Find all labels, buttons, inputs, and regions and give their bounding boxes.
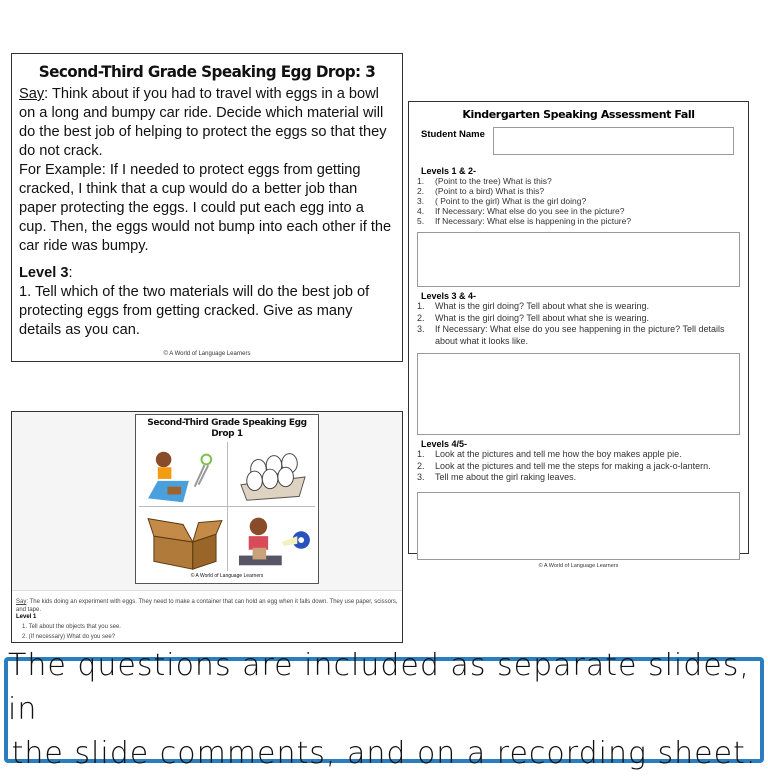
slide-canvas[interactable] bbox=[135, 414, 319, 584]
question-text: If Necessary: What else do you see happening in the picture? Tell details about what it looks like. bbox=[435, 324, 725, 346]
question-number: 3. bbox=[417, 196, 425, 206]
section-heading: Levels 4/5- bbox=[421, 439, 468, 449]
question-text: Look at the pictures and tell me how the boy makes apple pie. bbox=[435, 449, 682, 459]
say-paragraph: Say: Think about if you had to travel with eggs in a bowl on a long and bumpy car ride. Decide which material will do the best job of helping to protect the eggs so that they do not crack. bbox=[19, 86, 387, 159]
question-item bbox=[417, 449, 740, 461]
question-number: 2. bbox=[417, 460, 425, 471]
question-text: If Necessary: What else do you see in the picture? bbox=[435, 206, 625, 216]
question-number: 1. bbox=[417, 301, 425, 311]
question-number: 2. bbox=[417, 186, 425, 196]
question-item bbox=[417, 216, 740, 226]
copyright: © A World of Language Learners bbox=[538, 562, 619, 569]
answer-box[interactable] bbox=[417, 492, 740, 560]
slide-egg-drop-3 bbox=[11, 53, 403, 362]
question-number: 4. bbox=[417, 206, 425, 216]
question-list bbox=[417, 449, 740, 484]
question-number: 3. bbox=[417, 472, 425, 482]
question-list bbox=[417, 301, 740, 347]
question-list bbox=[417, 176, 740, 226]
level-heading: Level 3: bbox=[19, 265, 73, 281]
notes-say: Say: The kids doing an experiment with eggs. They need to make a container that can hold an egg when it falls down. They use paper, scissors, and tape. bbox=[16, 599, 398, 613]
question-text: (Point to a bird) What is this? bbox=[435, 186, 545, 196]
level-question: 1. Tell which of the two materials will do the best job of protecting eggs from getting cracked. Give as many details as you can. bbox=[19, 284, 370, 338]
question-text: What is the girl doing? Tell about what she is wearing. bbox=[435, 312, 649, 323]
caption-line: The questions are included as separate slides, in bbox=[8, 648, 750, 727]
question-text: Tell me about the girl raking leaves. bbox=[435, 472, 577, 482]
student-name-field[interactable] bbox=[493, 127, 734, 155]
question-item bbox=[417, 206, 740, 216]
answer-box[interactable] bbox=[417, 353, 740, 435]
section-heading: Levels 1 & 2- bbox=[421, 166, 477, 176]
student-name-row bbox=[421, 127, 740, 155]
question-item bbox=[417, 196, 740, 206]
question-text: If Necessary: What else is happening in the picture? bbox=[435, 216, 632, 226]
question-number: 5. bbox=[417, 216, 425, 226]
notes-item: 2. (If necessary) What do you see? bbox=[22, 633, 116, 640]
student-name-label: Student Name bbox=[421, 129, 485, 140]
question-item bbox=[417, 324, 740, 347]
question-number: 3. bbox=[417, 324, 425, 334]
notes-list bbox=[22, 622, 398, 642]
section-heading: Levels 3 & 4- bbox=[421, 291, 477, 301]
question-number: 1. bbox=[417, 176, 425, 186]
recording-sheet bbox=[408, 101, 749, 569]
question-item bbox=[417, 301, 740, 313]
question-text: ( Point to the girl) What is the girl doing? bbox=[435, 196, 587, 206]
girl-with-tape-image bbox=[228, 507, 316, 571]
notes-level: Level 1 bbox=[16, 614, 37, 620]
question-text: (Point to the tree) What is this? bbox=[435, 176, 552, 186]
question-item bbox=[417, 461, 740, 473]
question-number: 2. bbox=[417, 312, 425, 323]
notes-item: 1. Tell about the objects that you see. bbox=[22, 623, 121, 630]
sheet-title: Kindergarten Speaking Assessment Fall bbox=[462, 108, 695, 121]
copyright: © A World of Language Learners bbox=[163, 351, 251, 357]
girl-with-paper-scissors-image bbox=[139, 442, 227, 506]
question-item bbox=[417, 472, 740, 484]
slide-copyright: © A World of Language Learners bbox=[139, 573, 315, 580]
question-item bbox=[417, 186, 740, 196]
speaker-notes[interactable] bbox=[12, 590, 402, 642]
picture-grid bbox=[139, 442, 315, 571]
caption-banner bbox=[4, 648, 764, 771]
slide-title: Second-Third Grade Speaking Egg Drop: 3 bbox=[38, 62, 376, 81]
slide-title: Second-Third Grade Speaking Egg Drop 1 bbox=[147, 418, 307, 439]
cardboard-box-image bbox=[139, 507, 227, 571]
caption-line: the slide comments, and on a recording sheet. bbox=[11, 736, 757, 771]
question-text: Look at the pictures and tell me the steps for making a jack-o-lantern. bbox=[435, 460, 711, 471]
question-number: 1. bbox=[417, 449, 425, 459]
question-item bbox=[417, 313, 740, 325]
slide-editor-view bbox=[11, 411, 403, 643]
answer-box[interactable] bbox=[417, 232, 740, 287]
question-text: What is the girl doing? Tell about what she is wearing. bbox=[435, 301, 649, 311]
question-item bbox=[417, 176, 740, 186]
example-paragraph: For Example: If I needed to protect eggs from getting cracked, I think that a cup would do a better job than paper protecting the eggs. I could put each egg into a cup. Then, the eggs would not bump into each other if the car ride was bumpy. bbox=[19, 162, 392, 254]
egg-carton-image bbox=[228, 442, 316, 506]
